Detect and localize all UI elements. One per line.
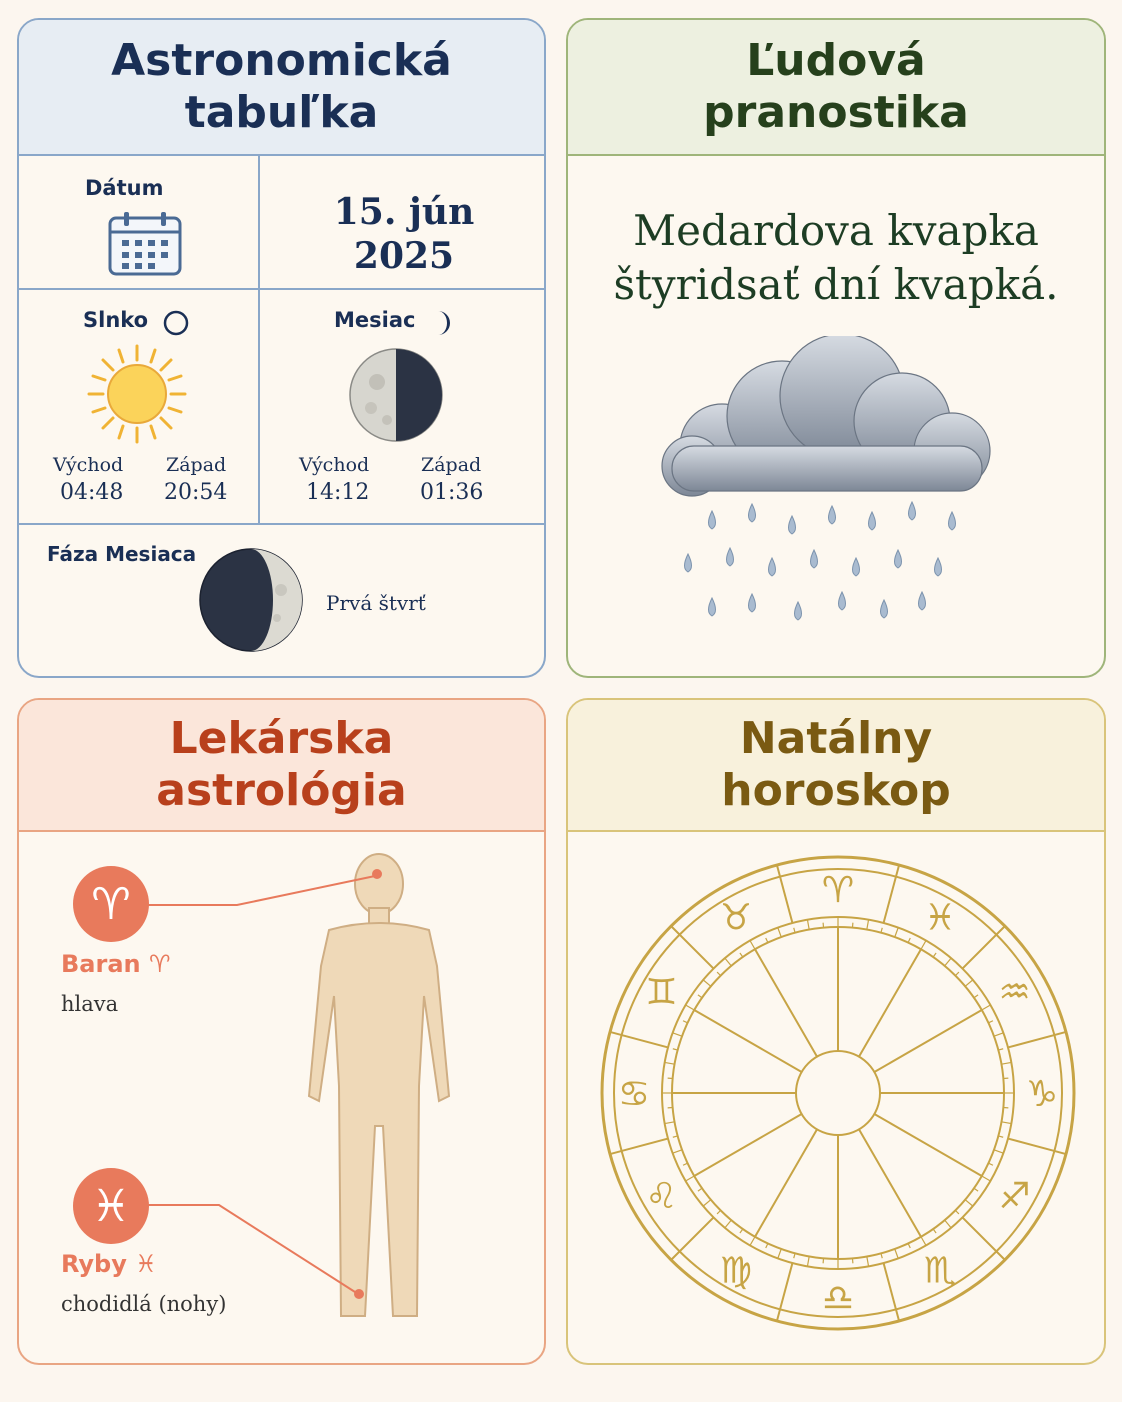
capricorn-glyph-icon: ♑ xyxy=(1025,1074,1059,1115)
astronomical-table-header xyxy=(19,20,544,156)
aquarius-glyph-icon: ♒ xyxy=(998,972,1031,1013)
sun-icon xyxy=(85,342,189,446)
folk-saying-title: Ľudová pranostika xyxy=(703,35,969,138)
folk-saying-card xyxy=(566,18,1106,678)
sign-divider xyxy=(671,926,713,968)
moon-set-label: Západ xyxy=(421,454,482,476)
center-circle xyxy=(796,1051,880,1135)
moon-phase-icon xyxy=(197,546,305,654)
aries-sign-icon xyxy=(71,864,151,944)
moon-rise-time: 14:12 xyxy=(306,480,370,505)
gemini-glyph-icon: ♊ xyxy=(645,972,678,1013)
moon-phase-label: Fáza Mesiaca xyxy=(47,542,197,566)
moon-rise-label: Východ xyxy=(299,454,370,476)
house-spoke xyxy=(874,1114,981,1176)
sun-set-label: Západ xyxy=(166,454,227,476)
pisces-sign-icon xyxy=(71,1166,151,1246)
aries-glyph-icon: ♈ xyxy=(821,870,855,911)
natal-chart-wheel xyxy=(585,840,1091,1346)
sign-divider xyxy=(962,1217,1004,1259)
house-spoke xyxy=(694,1010,801,1072)
medical-astrology-card xyxy=(17,698,546,1365)
svg-text:♈: ♈ xyxy=(91,879,131,930)
medical-astrology-title: Lekárska astrológia xyxy=(156,713,407,816)
sun-symbol-icon xyxy=(161,308,191,338)
natal-horoscope-card xyxy=(566,698,1106,1365)
moon-set-time: 01:36 xyxy=(420,480,484,505)
house-spoke xyxy=(859,1129,921,1236)
sun-rise-time: 04:48 xyxy=(60,480,124,505)
sun-set-time: 20:54 xyxy=(164,480,228,505)
virgo-glyph-icon: ♍ xyxy=(719,1250,753,1292)
sign-divider xyxy=(962,926,1004,968)
sign-divider xyxy=(671,1217,713,1259)
rain-cloud-icon xyxy=(652,336,1012,646)
astronomical-table-card xyxy=(17,18,546,678)
svg-text:♓: ♓ xyxy=(91,1181,131,1232)
moon-symbol-icon xyxy=(431,308,455,338)
date-value: 15. jún 2025 xyxy=(333,191,475,277)
libra-glyph-icon: ♎ xyxy=(821,1278,855,1319)
taurus-glyph-icon: ♉ xyxy=(719,897,753,939)
aries-sign-label: Baran ♈ xyxy=(61,950,171,978)
folk-saying-header xyxy=(568,20,1104,156)
scorpio-glyph-icon: ♏ xyxy=(923,1250,957,1292)
sagittarius-glyph-icon: ♐ xyxy=(998,1176,1031,1217)
natal-horoscope-title: Natálny horoskop xyxy=(721,713,951,816)
aries-body-part: hlava xyxy=(61,992,119,1016)
pisces-sign-label: Ryby ♓ xyxy=(61,1250,157,1278)
moon-label: Mesiac xyxy=(334,308,416,332)
folk-saying-text: Medardova kvapka štyridsať dní kvapká. xyxy=(613,206,1059,309)
natal-horoscope-header xyxy=(568,700,1104,832)
sun-rise-label: Východ xyxy=(53,454,124,476)
leo-glyph-icon: ♌ xyxy=(645,1176,678,1217)
house-spoke xyxy=(755,949,817,1056)
house-spoke xyxy=(694,1114,801,1176)
house-spoke xyxy=(859,949,921,1056)
house-spoke xyxy=(874,1010,981,1072)
astronomical-table-title: Astronomická tabuľka xyxy=(111,35,452,138)
date-label: Dátum xyxy=(85,176,164,200)
house-spoke xyxy=(755,1129,817,1236)
cancer-glyph-icon: ♋ xyxy=(617,1074,651,1115)
pisces-glyph-icon: ♓ xyxy=(923,897,957,939)
pisces-body-part: chodidlá (nohy) xyxy=(61,1292,227,1316)
calendar-icon xyxy=(108,210,182,276)
sun-label: Slnko xyxy=(83,308,149,332)
moon-icon xyxy=(347,346,445,444)
moon-phase-value: Prvá štvrť xyxy=(326,591,426,615)
